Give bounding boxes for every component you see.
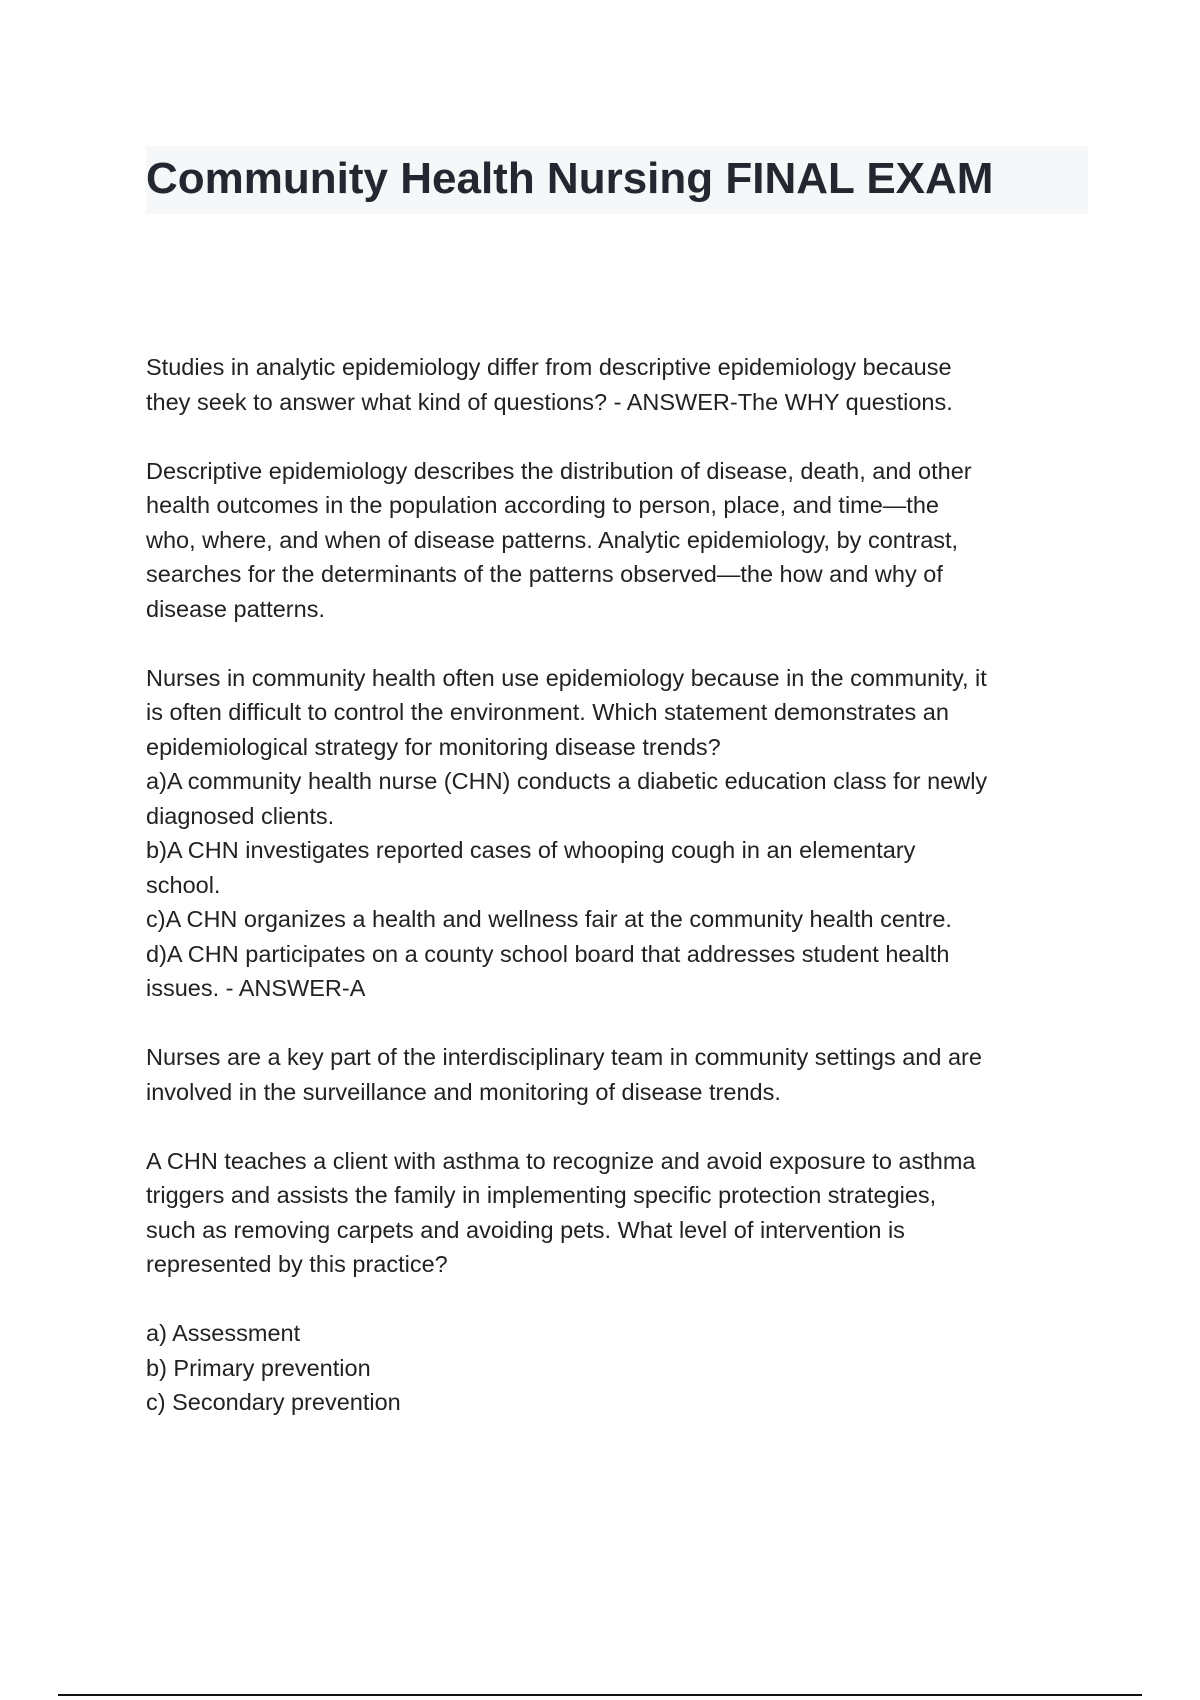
page-divider: [58, 1694, 1142, 1696]
paragraph-q1: [146, 350, 1096, 419]
paragraph-rationale-2: [146, 1040, 1096, 1109]
text-line: Nurses are a key part of the interdisciplinary team in community settings and are: [146, 1044, 982, 1070]
document-title: Community Health Nursing FINAL EXAM: [146, 154, 994, 203]
text-line: triggers and assists the family in implementing specific protection strategies,: [146, 1182, 937, 1208]
answer-options: [146, 1316, 1096, 1420]
text-line: c)A CHN organizes a health and wellness fair at the community health centre.: [146, 906, 952, 932]
title-band: [146, 146, 1088, 214]
paragraph-rationale-1: [146, 454, 1096, 627]
text-line: such as removing carpets and avoiding pets. What level of intervention is: [146, 1216, 905, 1243]
text-line: d)A CHN participates on a county school board that addresses student health: [146, 940, 950, 967]
text-line: A CHN teaches a client with asthma to recognize and avoid exposure to asthma: [146, 1147, 976, 1174]
text-line: who, where, and when of disease patterns. Analytic epidemiology, by contrast,: [146, 526, 959, 553]
text-line: involved in the surveillance and monitoring of disease trends.: [146, 1078, 781, 1105]
option-c: c) Secondary prevention: [146, 1389, 401, 1415]
text-line: searches for the determinants of the patterns observed—the how and why of: [146, 561, 943, 587]
text-line: health outcomes in the population according to person, place, and time—the: [146, 492, 939, 518]
text-line: Descriptive epidemiology describes the distribution of disease, death, and other: [146, 457, 972, 484]
text-line: is often difficult to control the environment. Which statement demonstrates an: [146, 699, 949, 725]
text-line: issues. - ANSWER-A: [146, 975, 366, 1001]
option-b: b) Primary prevention: [146, 1354, 371, 1381]
paragraph-q3: [146, 1144, 1096, 1282]
text-line: epidemiological strategy for monitoring disease trends?: [146, 733, 721, 760]
text-line: they seek to answer what kind of questions? - ANSWER-The WHY questions.: [146, 388, 953, 415]
text-line: disease patterns.: [146, 595, 325, 622]
text-line: Nurses in community health often use epidemiology because in the community, it: [146, 664, 987, 691]
text-line: diagnosed clients.: [146, 802, 335, 829]
option-a: a) Assessment: [146, 1320, 301, 1346]
paragraph-q2: [146, 661, 1096, 1006]
document-body: [146, 350, 1096, 1420]
text-line: b)A CHN investigates reported cases of whooping cough in an elementary: [146, 837, 916, 863]
text-line: Studies in analytic epidemiology differ from descriptive epidemiology because: [146, 354, 952, 380]
text-line: a)A community health nurse (CHN) conducts a diabetic education class for newly: [146, 768, 988, 794]
text-line: represented by this practice?: [146, 1251, 448, 1277]
text-line: school.: [146, 871, 221, 898]
